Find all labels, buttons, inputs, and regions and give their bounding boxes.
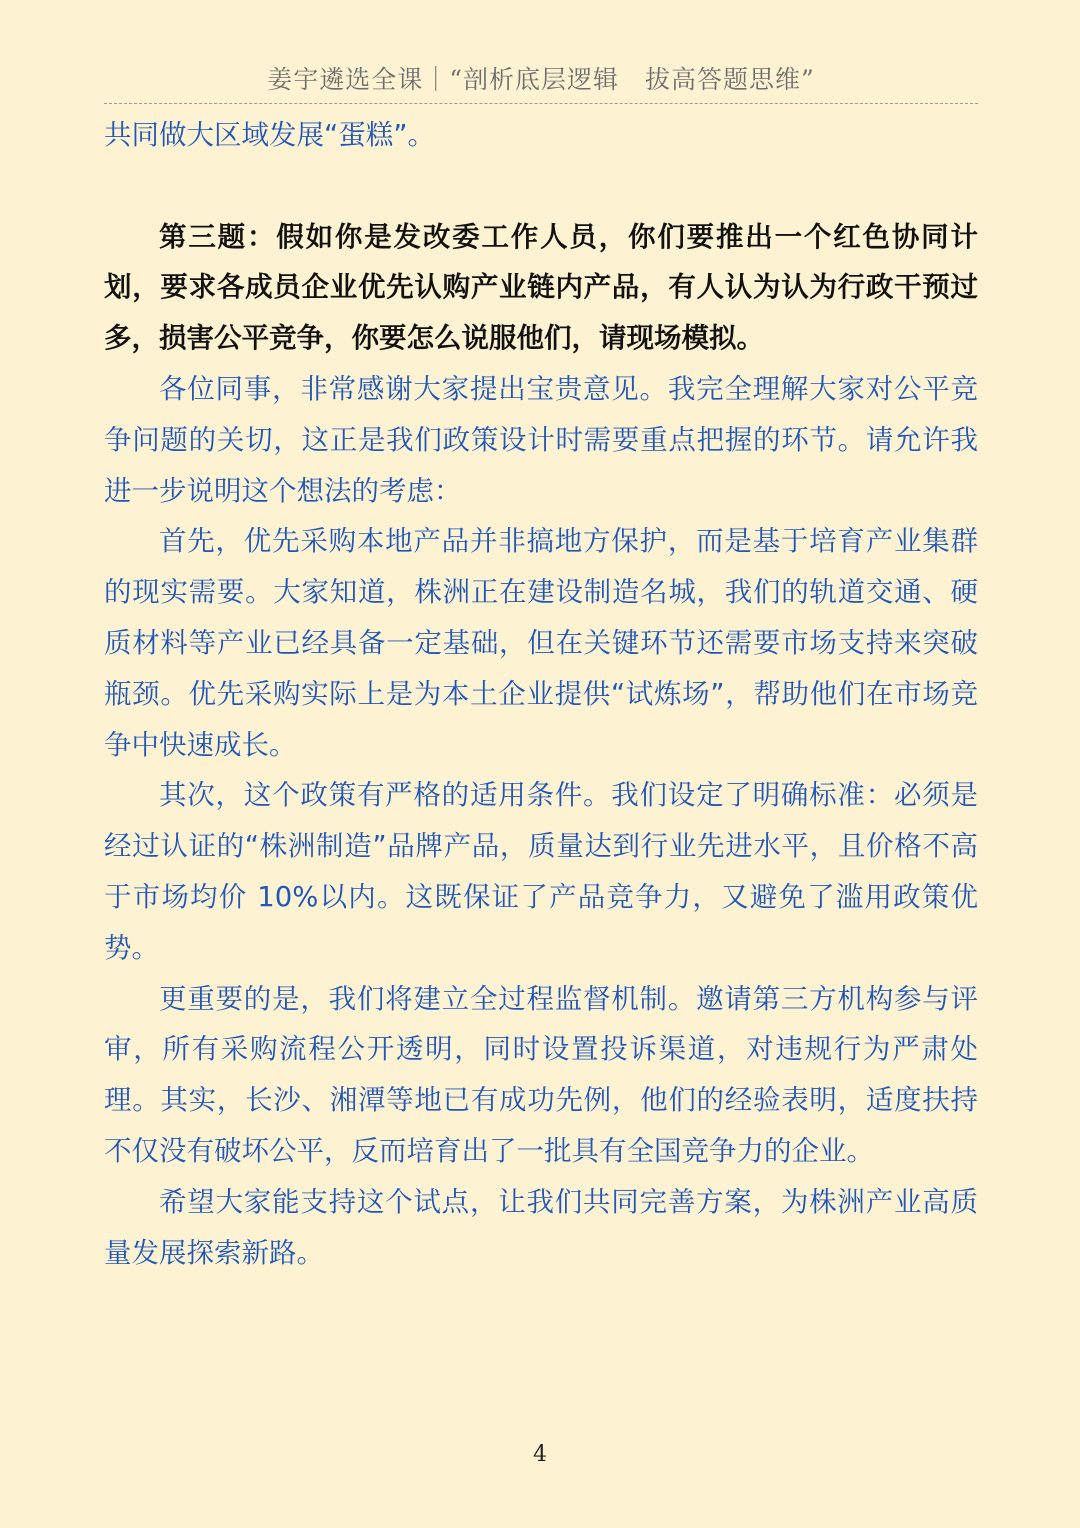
header-divider <box>104 103 978 104</box>
answer-paragraph-1: 各位同事，非常感谢大家提出宝贵意见。我完全理解大家对公平竞争问题的关切，这正是我们政策设计时需要重点把握的环节。请允许我进一步说明这个想法的考虑： <box>104 372 978 507</box>
answer-paragraph-3: 其次，这个政策有严格的适用条件。我们设定了明确标准：必须是经过认证的“株洲制造”品牌产品，质量达到行业先进水平，且价格不高于市场均价 10%以内。这既保证了产品竞争力，又避免了滥用政策优势。 <box>104 779 978 964</box>
document-body <box>104 110 978 1278</box>
answer-paragraph-2: 首先，优先采购本地产品并非搞地方保护，而是基于培育产业集群的现实需要。大家知道，株洲正在建设制造名城，我们的轨道交通、硬质材料等产业已经具备一定基础，但在关键环节还需要市场支持来突破瓶颈。优先采购实际上是为本土企业提供“试炼场”，帮助他们在市场竞争中快速成长。 <box>104 525 978 761</box>
answer-paragraph-5: 希望大家能支持这个试点，让我们共同完善方案，为株洲产业高质量发展探索新路。 <box>104 1185 978 1269</box>
question-paragraph: 第三题：假如你是发改委工作人员，你们要推出一个红色协同计划，要求各成员企业优先认购产业链内产品，有人认为认为行政干预过多，损害公平竞争，你要怎么说服他们，请现场模拟。 <box>104 220 978 355</box>
answer-paragraph-4: 更重要的是，我们将建立全过程监督机制。邀请第三方机构参与评审，所有采购流程公开透明，同时设置投诉渠道，对违规行为严肃处理。其实，长沙、湘潭等地已有成功先例，他们的经验表明，适度扶持不仅没有破坏公平，反而培育出了一批具有全国竞争力的企业。 <box>104 982 978 1167</box>
page-number: 4 <box>533 1442 547 1467</box>
continuation-paragraph: 共同做大区域发展“蛋糕”。 <box>104 119 435 151</box>
page-header: 姜宇遴选全课｜“剖析底层逻辑 拔高答题思维” <box>267 65 815 94</box>
